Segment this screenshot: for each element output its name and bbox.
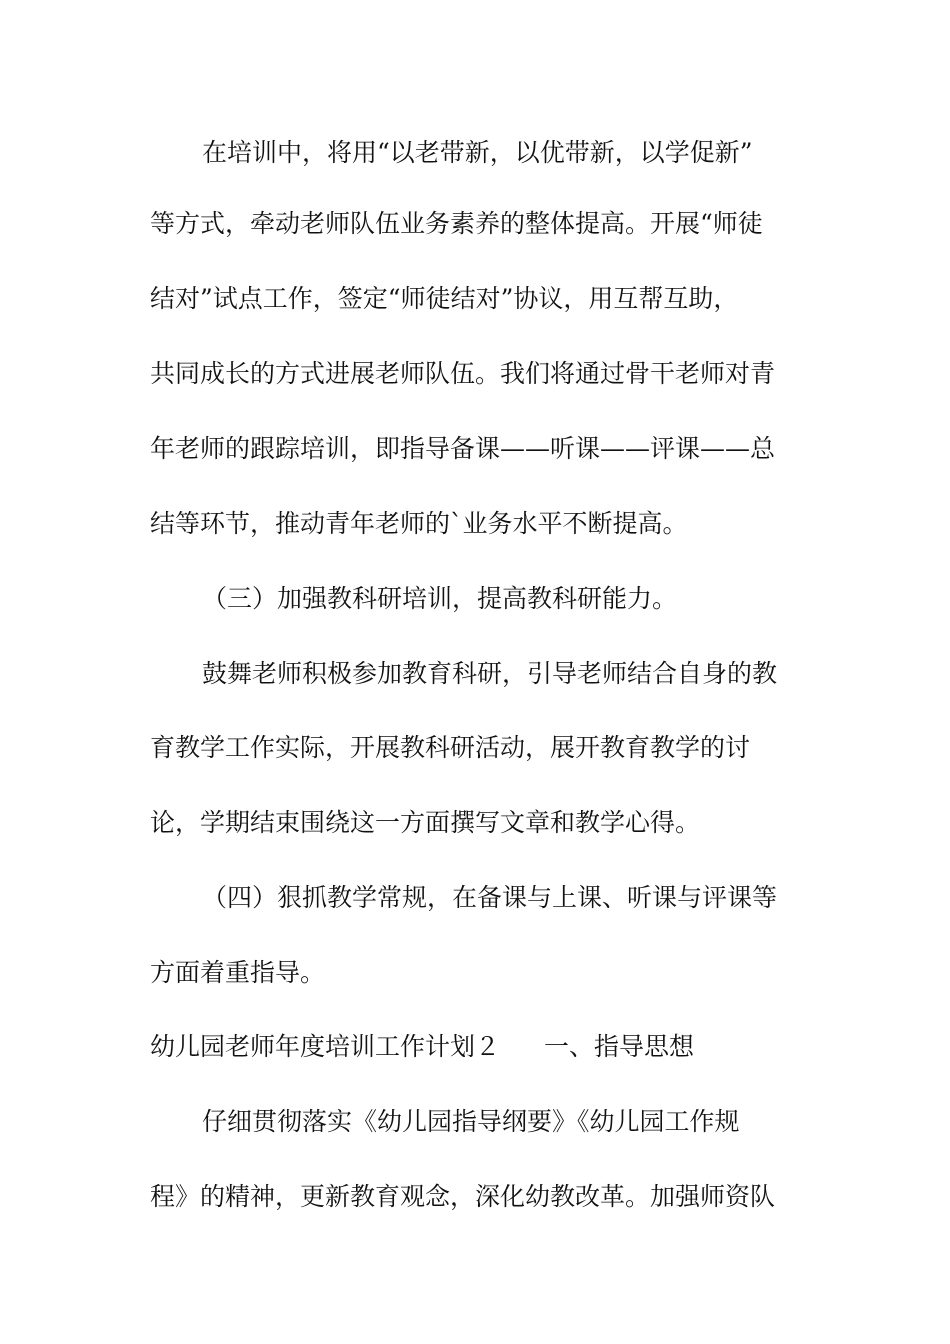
paragraph-line: 结等环节，推动青年老师的`业务水平不断提高。 [150, 509, 688, 538]
section-heading: （三）加强教科研培训，提高教科研能力。 [202, 584, 678, 613]
paragraph-line: 论，学期结束围绕这一方面撰写文章和教学心得。 [150, 808, 701, 837]
paragraph-line: 育教学工作实际，开展教科研活动，展开教育教学的讨 [150, 733, 751, 762]
paragraph-line: 程》的精神，更新教育观念，深化幼教改革。加强师资队 [150, 1182, 776, 1211]
paragraph-line: 共同成长的方式进展老师队伍。我们将通过骨干老师对青 [150, 359, 776, 388]
paragraph-line: 方面着重指导。 [150, 958, 326, 987]
paragraph-line: 仔细贯彻落实《幼儿园指导纲要》《幼儿园工作规 [202, 1107, 740, 1136]
paragraph-line: 年老师的跟踪培训，即指导备课——听课——评课——总 [150, 434, 776, 463]
plan-title-line [150, 1030, 800, 1064]
plan-title: 幼儿园老师年度培训工作计划２ [150, 1032, 501, 1061]
plan-heading: 一、指导思想 [544, 1032, 695, 1061]
paragraph-line: 结对”试点工作，签定“师徒结对”协议，用互帮互助， [150, 284, 739, 313]
paragraph-line: 等方式，牵动老师队伍业务素养的整体提高。开展“师徒 [150, 209, 763, 238]
section-heading: （四）狠抓教学常规，在备课与上课、听课与评课等 [202, 883, 778, 912]
paragraph-line: 在培训中，将用“以老带新，以优带新，以学促新” [202, 138, 753, 167]
paragraph-line: 鼓舞老师积极参加教育科研，引导老师结合自身的教 [202, 659, 778, 688]
